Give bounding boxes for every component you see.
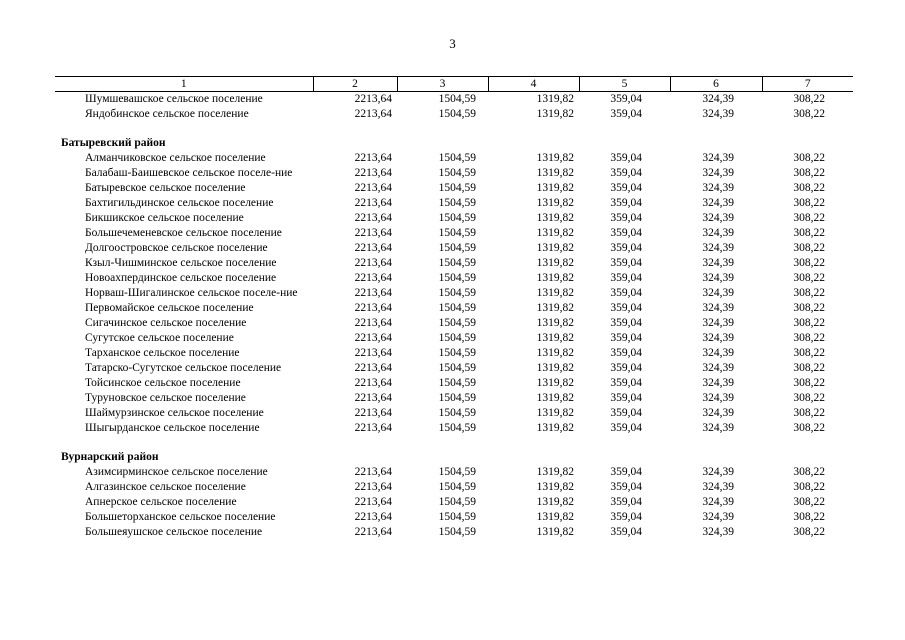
settlement-name: Алгазинское сельское поселение	[85, 481, 246, 493]
value-cell-col-5: 359,04	[610, 152, 642, 164]
value-cell-col-7: 308,22	[793, 466, 825, 478]
settlement-name: Шаймурзинское сельское поселение	[85, 407, 264, 419]
value-cell-col-5: 359,04	[610, 227, 642, 239]
value-cell-col-7: 308,22	[793, 93, 825, 105]
value-cell-col-4: 1319,82	[536, 242, 574, 254]
value-cell-col-4: 1319,82	[536, 407, 574, 419]
value-cell-col-2: 2213,64	[354, 317, 392, 329]
spacer-row	[55, 122, 853, 136]
value-cell-col-3: 1504,59	[438, 466, 476, 478]
value-cell-col-4: 1319,82	[536, 108, 574, 120]
value-cell-col-4: 1319,82	[536, 317, 574, 329]
settlement-name: Долгоостровское сельское поселение	[85, 242, 268, 254]
value-cell-col-4: 1319,82	[536, 227, 574, 239]
value-cell-col-2: 2213,64	[354, 362, 392, 374]
value-cell-col-5: 359,04	[610, 93, 642, 105]
settlement-name: Азимсирминское сельское поселение	[85, 466, 268, 478]
value-cell-col-2: 2213,64	[354, 392, 392, 404]
value-cell-col-3: 1504,59	[438, 511, 476, 523]
table-row	[55, 376, 853, 391]
value-cell-col-6: 324,39	[702, 227, 734, 239]
value-cell-col-7: 308,22	[793, 496, 825, 508]
value-cell-col-4: 1319,82	[536, 481, 574, 493]
value-cell-col-3: 1504,59	[438, 93, 476, 105]
settlement-name: Тойсинское сельское поселение	[85, 377, 241, 389]
value-cell-col-7: 308,22	[793, 317, 825, 329]
value-cell-col-7: 308,22	[793, 347, 825, 359]
value-cell-col-5: 359,04	[610, 167, 642, 179]
table-row	[55, 271, 853, 286]
table-row	[55, 316, 853, 331]
table-row	[55, 226, 853, 241]
column-header-4: 4	[488, 77, 579, 92]
value-cell-col-5: 359,04	[610, 302, 642, 314]
value-cell-col-5: 359,04	[610, 108, 642, 120]
table-row	[55, 361, 853, 376]
spacer-row	[55, 436, 853, 450]
table-row	[55, 181, 853, 196]
value-cell-col-5: 359,04	[610, 407, 642, 419]
value-cell-col-4: 1319,82	[536, 287, 574, 299]
value-cell-col-2: 2213,64	[354, 212, 392, 224]
settlement-name: Большеторханское сельское поселение	[85, 511, 276, 523]
table-row	[55, 256, 853, 271]
value-cell-col-5: 359,04	[610, 257, 642, 269]
value-cell-col-6: 324,39	[702, 302, 734, 314]
value-cell-col-2: 2213,64	[354, 108, 392, 120]
value-cell-col-6: 324,39	[702, 377, 734, 389]
value-cell-col-3: 1504,59	[438, 257, 476, 269]
settlement-name: Шыгырданское сельское поселение	[85, 422, 260, 434]
value-cell-col-3: 1504,59	[438, 526, 476, 538]
value-cell-col-5: 359,04	[610, 332, 642, 344]
value-cell-col-2: 2213,64	[354, 332, 392, 344]
value-cell-col-3: 1504,59	[438, 152, 476, 164]
table-row	[55, 480, 853, 495]
value-cell-col-5: 359,04	[610, 347, 642, 359]
table-row	[55, 465, 853, 480]
value-cell-col-7: 308,22	[793, 332, 825, 344]
table-row	[55, 196, 853, 211]
value-cell-col-7: 308,22	[793, 197, 825, 209]
value-cell-col-3: 1504,59	[438, 227, 476, 239]
value-cell-col-2: 2213,64	[354, 511, 392, 523]
settlement-name: Туруновское сельское поселение	[85, 392, 246, 404]
value-cell-col-4: 1319,82	[536, 526, 574, 538]
value-cell-col-2: 2213,64	[354, 466, 392, 478]
value-cell-col-3: 1504,59	[438, 272, 476, 284]
value-cell-col-3: 1504,59	[438, 108, 476, 120]
tariff-table	[55, 76, 853, 540]
value-cell-col-6: 324,39	[702, 182, 734, 194]
settlement-name: Шумшевашское сельское поселение	[85, 93, 263, 105]
value-cell-col-4: 1319,82	[536, 466, 574, 478]
value-cell-col-2: 2213,64	[354, 227, 392, 239]
value-cell-col-7: 308,22	[793, 422, 825, 434]
settlement-name: Большеяушское сельское поселение	[85, 526, 263, 538]
value-cell-col-2: 2213,64	[354, 347, 392, 359]
table-row	[55, 301, 853, 316]
value-cell-col-7: 308,22	[793, 212, 825, 224]
value-cell-col-4: 1319,82	[536, 93, 574, 105]
value-cell-col-5: 359,04	[610, 377, 642, 389]
table-row	[55, 331, 853, 346]
value-cell-col-4: 1319,82	[536, 302, 574, 314]
settlement-name: Тарханское сельское поселение	[85, 347, 240, 359]
value-cell-col-7: 308,22	[793, 526, 825, 538]
value-cell-col-5: 359,04	[610, 182, 642, 194]
value-cell-col-4: 1319,82	[536, 422, 574, 434]
value-cell-col-6: 324,39	[702, 272, 734, 284]
settlement-name: Кзыл-Чишминское сельское поселение	[85, 257, 277, 269]
value-cell-col-7: 308,22	[793, 152, 825, 164]
value-cell-col-2: 2213,64	[354, 197, 392, 209]
value-cell-col-7: 308,22	[793, 257, 825, 269]
settlement-name: Норваш-Шигалинское сельское поселе-ние	[85, 287, 298, 299]
value-cell-col-2: 2213,64	[354, 496, 392, 508]
settlement-name: Апнерское сельское поселение	[85, 496, 237, 508]
settlement-name: Сигачинское сельское поселение	[85, 317, 247, 329]
value-cell-col-2: 2213,64	[354, 526, 392, 538]
value-cell-col-3: 1504,59	[438, 212, 476, 224]
value-cell-col-7: 308,22	[793, 167, 825, 179]
district-title: Батыревский район	[61, 137, 166, 149]
value-cell-col-2: 2213,64	[354, 242, 392, 254]
settlement-name: Первомайское сельское поселение	[85, 302, 254, 314]
value-cell-col-6: 324,39	[702, 332, 734, 344]
value-cell-col-6: 324,39	[702, 93, 734, 105]
value-cell-col-5: 359,04	[610, 496, 642, 508]
value-cell-col-3: 1504,59	[438, 347, 476, 359]
value-cell-col-5: 359,04	[610, 392, 642, 404]
value-cell-col-7: 308,22	[793, 407, 825, 419]
value-cell-col-4: 1319,82	[536, 392, 574, 404]
table-row	[55, 495, 853, 510]
value-cell-col-4: 1319,82	[536, 212, 574, 224]
value-cell-col-6: 324,39	[702, 526, 734, 538]
settlement-name: Бикшикское сельское поселение	[85, 212, 244, 224]
settlement-name: Батыревское сельское поселение	[85, 182, 246, 194]
value-cell-col-2: 2213,64	[354, 481, 392, 493]
settlement-name: Алманчиковское сельское поселение	[85, 152, 266, 164]
value-cell-col-3: 1504,59	[438, 496, 476, 508]
value-cell-col-7: 308,22	[793, 182, 825, 194]
value-cell-col-7: 308,22	[793, 227, 825, 239]
value-cell-col-4: 1319,82	[536, 511, 574, 523]
value-cell-col-5: 359,04	[610, 212, 642, 224]
table-row	[55, 92, 853, 108]
value-cell-col-7: 308,22	[793, 511, 825, 523]
value-cell-col-4: 1319,82	[536, 362, 574, 374]
value-cell-col-3: 1504,59	[438, 287, 476, 299]
value-cell-col-3: 1504,59	[438, 422, 476, 434]
value-cell-col-4: 1319,82	[536, 167, 574, 179]
value-cell-col-4: 1319,82	[536, 182, 574, 194]
table-row	[55, 510, 853, 525]
value-cell-col-5: 359,04	[610, 272, 642, 284]
value-cell-col-2: 2213,64	[354, 407, 392, 419]
table-body	[55, 92, 853, 541]
table-row	[55, 107, 853, 122]
value-cell-col-6: 324,39	[702, 422, 734, 434]
value-cell-col-6: 324,39	[702, 197, 734, 209]
value-cell-col-7: 308,22	[793, 108, 825, 120]
value-cell-col-2: 2213,64	[354, 257, 392, 269]
column-header-3: 3	[397, 77, 488, 92]
settlement-name: Новоахпердинское сельское поселение	[85, 272, 277, 284]
tariff-table-container	[55, 76, 853, 540]
value-cell-col-6: 324,39	[702, 496, 734, 508]
value-cell-col-2: 2213,64	[354, 152, 392, 164]
value-cell-col-6: 324,39	[702, 362, 734, 374]
value-cell-col-3: 1504,59	[438, 407, 476, 419]
value-cell-col-5: 359,04	[610, 466, 642, 478]
value-cell-col-6: 324,39	[702, 167, 734, 179]
column-header-5: 5	[579, 77, 670, 92]
value-cell-col-6: 324,39	[702, 511, 734, 523]
value-cell-col-4: 1319,82	[536, 496, 574, 508]
settlement-name: Яндобинское сельское поселение	[85, 108, 249, 120]
table-row	[55, 421, 853, 436]
value-cell-col-7: 308,22	[793, 242, 825, 254]
table-row	[55, 391, 853, 406]
value-cell-col-6: 324,39	[702, 407, 734, 419]
value-cell-col-2: 2213,64	[354, 302, 392, 314]
table-row	[55, 525, 853, 540]
column-header-2: 2	[313, 77, 397, 92]
value-cell-col-7: 308,22	[793, 377, 825, 389]
district-heading-row	[55, 136, 853, 151]
value-cell-col-4: 1319,82	[536, 257, 574, 269]
table-row	[55, 166, 853, 181]
value-cell-col-2: 2213,64	[354, 377, 392, 389]
value-cell-col-3: 1504,59	[438, 332, 476, 344]
page-number: 3	[449, 36, 456, 51]
value-cell-col-6: 324,39	[702, 212, 734, 224]
value-cell-col-6: 324,39	[702, 481, 734, 493]
table-header	[55, 77, 853, 92]
value-cell-col-4: 1319,82	[536, 377, 574, 389]
district-title: Вурнарский район	[61, 451, 159, 463]
value-cell-col-2: 2213,64	[354, 182, 392, 194]
value-cell-col-5: 359,04	[610, 287, 642, 299]
settlement-name: Большечеменевское сельское поселение	[85, 227, 282, 239]
value-cell-col-2: 2213,64	[354, 287, 392, 299]
value-cell-col-6: 324,39	[702, 466, 734, 478]
value-cell-col-3: 1504,59	[438, 392, 476, 404]
value-cell-col-2: 2213,64	[354, 167, 392, 179]
value-cell-col-5: 359,04	[610, 511, 642, 523]
table-row	[55, 241, 853, 256]
value-cell-col-7: 308,22	[793, 392, 825, 404]
value-cell-col-6: 324,39	[702, 152, 734, 164]
value-cell-col-2: 2213,64	[354, 93, 392, 105]
value-cell-col-7: 308,22	[793, 287, 825, 299]
value-cell-col-3: 1504,59	[438, 242, 476, 254]
value-cell-col-2: 2213,64	[354, 272, 392, 284]
table-row	[55, 406, 853, 421]
value-cell-col-4: 1319,82	[536, 152, 574, 164]
settlement-name: Балабаш-Баишевское сельское поселе-ние	[85, 167, 293, 179]
column-number-row	[55, 77, 853, 92]
settlement-name: Сугутское сельское поселение	[85, 332, 234, 344]
value-cell-col-3: 1504,59	[438, 481, 476, 493]
value-cell-col-4: 1319,82	[536, 197, 574, 209]
value-cell-col-5: 359,04	[610, 197, 642, 209]
value-cell-col-5: 359,04	[610, 422, 642, 434]
value-cell-col-3: 1504,59	[438, 362, 476, 374]
table-row	[55, 211, 853, 226]
table-row	[55, 286, 853, 301]
column-header-6: 6	[670, 77, 762, 92]
value-cell-col-6: 324,39	[702, 392, 734, 404]
value-cell-col-3: 1504,59	[438, 182, 476, 194]
settlement-name: Бахтигильдинское сельское поселение	[85, 197, 274, 209]
value-cell-col-5: 359,04	[610, 362, 642, 374]
value-cell-col-5: 359,04	[610, 481, 642, 493]
value-cell-col-6: 324,39	[702, 347, 734, 359]
value-cell-col-7: 308,22	[793, 481, 825, 493]
value-cell-col-6: 324,39	[702, 257, 734, 269]
value-cell-col-5: 359,04	[610, 317, 642, 329]
district-heading-row	[55, 450, 853, 465]
table-row	[55, 151, 853, 166]
value-cell-col-2: 2213,64	[354, 422, 392, 434]
settlement-name: Татарско-Сугутское сельское поселение	[85, 362, 282, 374]
value-cell-col-3: 1504,59	[438, 317, 476, 329]
value-cell-col-4: 1319,82	[536, 332, 574, 344]
value-cell-col-7: 308,22	[793, 362, 825, 374]
value-cell-col-6: 324,39	[702, 108, 734, 120]
value-cell-col-4: 1319,82	[536, 347, 574, 359]
value-cell-col-3: 1504,59	[438, 302, 476, 314]
value-cell-col-7: 308,22	[793, 272, 825, 284]
value-cell-col-6: 324,39	[702, 317, 734, 329]
column-header-7: 7	[762, 77, 853, 92]
value-cell-col-7: 308,22	[793, 302, 825, 314]
value-cell-col-6: 324,39	[702, 242, 734, 254]
value-cell-col-6: 324,39	[702, 287, 734, 299]
column-header-1: 1	[55, 77, 313, 92]
value-cell-col-5: 359,04	[610, 242, 642, 254]
value-cell-col-3: 1504,59	[438, 197, 476, 209]
table-row	[55, 346, 853, 361]
value-cell-col-3: 1504,59	[438, 377, 476, 389]
value-cell-col-4: 1319,82	[536, 272, 574, 284]
value-cell-col-3: 1504,59	[438, 167, 476, 179]
value-cell-col-5: 359,04	[610, 526, 642, 538]
